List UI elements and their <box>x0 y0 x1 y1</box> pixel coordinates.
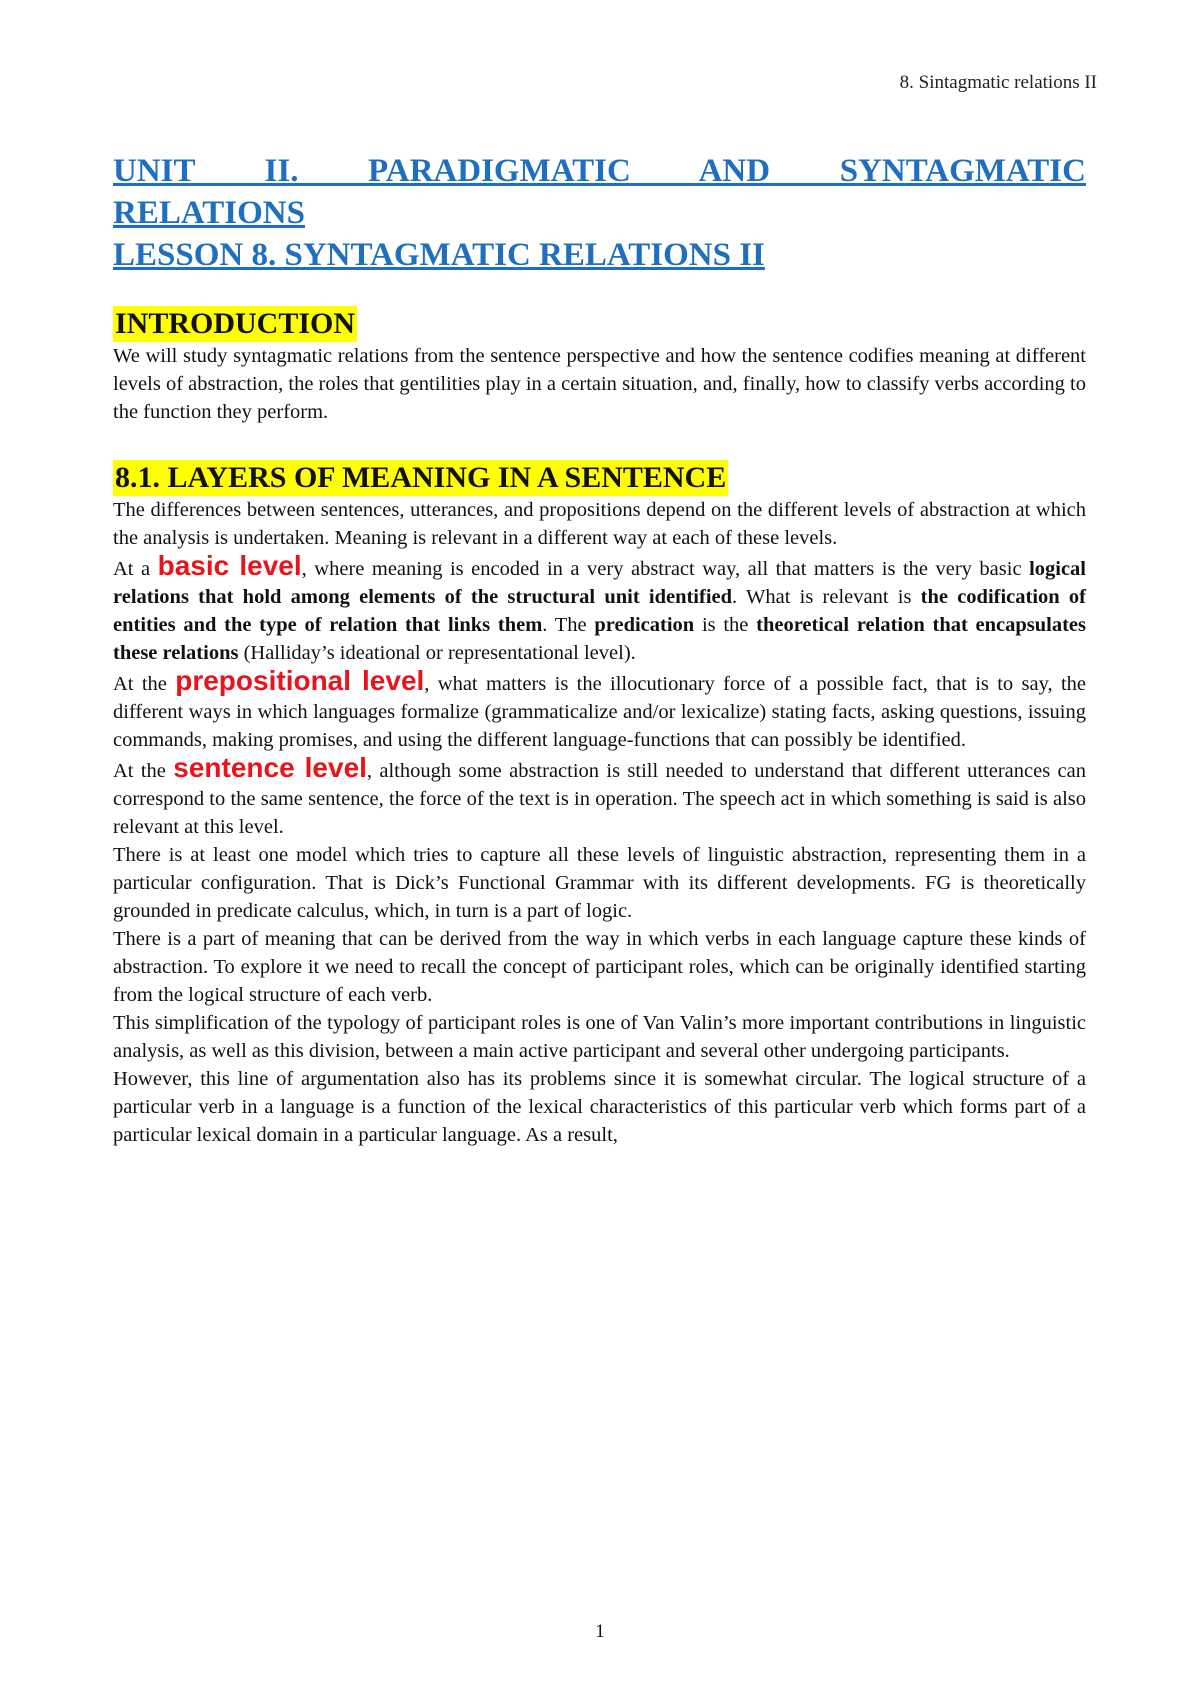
introduction-heading-wrap <box>113 306 1086 342</box>
text-run: At a <box>113 558 158 580</box>
text-run: At the <box>113 673 176 695</box>
introduction-heading: INTRODUCTION <box>115 307 356 340</box>
text-run: At the <box>113 760 174 782</box>
bold-predication: predication <box>594 614 695 636</box>
bold-logical-relations: logical relations that hold among elements of the structural unit identified <box>113 558 1086 608</box>
paragraph-sentence-level <box>113 754 1086 841</box>
running-header: 8. Sintagmatic relations II <box>899 72 1097 93</box>
paragraph-participant-roles: There is a part of meaning that can be derived from the way in which verbs in each language capture these kinds of abstraction. To explore it we need to recall the concept of participant roles, which can be originally identified starting from the logical structure of each verb. <box>113 928 1086 1006</box>
text-run: , although some abstraction is still needed to understand that different utterances can correspond to the same sentence, the force of the text is in operation. The speech act in which something is said is also relevant at this level. <box>113 760 1086 838</box>
text-run: (Halliday’s ideational or representational level). <box>238 642 636 664</box>
text-run: . The <box>542 614 595 636</box>
paragraph-basic-level <box>113 552 1086 667</box>
unit-title-line-1: UNIT II. PARADIGMATIC AND SYNTAGMATIC <box>113 153 1086 189</box>
term-basic-level: basic level <box>157 550 302 581</box>
term-prepositional-level: prepositional level <box>175 665 425 696</box>
text-run: , where meaning is encoded in a very abstract way, all that matters is the very basic <box>301 558 1030 580</box>
section-8-1-heading: 8.1. LAYERS OF MEANING IN A SENTENCE <box>115 461 727 494</box>
paragraph-circular-argument: However, this line of argumentation also has its problems since it is somewhat circular. The logical structure of a particular verb in a language is a function of the lexical characteristics of this particular verb which forms part of a particular lexical domain in a particular language. As a result, <box>113 1068 1086 1146</box>
section-heading-wrap <box>113 460 1086 496</box>
page-content <box>113 150 1086 1149</box>
text-run: . What is relevant is <box>732 586 921 608</box>
bold-codification: the codification of entities and the type of relation that links them <box>113 586 1086 636</box>
text-run: is the <box>694 614 757 636</box>
text-run: , what matters is the illocutionary force of a possible fact, that is to say, the different ways in which languages formalize (grammaticalize and/or lexicalize) stating facts, asking questions, issuing commands, making promises, and using the different language-functions that can possibly be identified. <box>113 673 1086 751</box>
paragraph-van-valin: This simplification of the typology of participant roles is one of Van Valin’s more important contributions in linguistic analysis, as well as this division, between a main active participant and several other undergoing participants. <box>113 1012 1086 1062</box>
unit-title <box>113 150 1086 276</box>
term-sentence-level: sentence level <box>173 752 367 783</box>
paragraph-prepositional-level <box>113 667 1086 754</box>
paragraph-levels-of-abstraction: The differences between sentences, utterances, and propositions depend on the different levels of abstraction at which the analysis is undertaken. Meaning is relevant in a different way at each of these levels. <box>113 499 1086 549</box>
bold-theoretical-relation: theoretical relation that encapsulates these relations <box>113 614 1086 664</box>
page-number: 1 <box>595 1621 605 1642</box>
unit-title-line-2: RELATIONS <box>113 195 305 231</box>
introduction-paragraph: We will study syntagmatic relations from the sentence perspective and how the sentence codifies meaning at different levels of abstraction, the roles that gentilities play in a certain situation, and, finally, how to classify verbs according to the function they perform. <box>113 345 1086 423</box>
lesson-title: LESSON 8. SYNTAGMATIC RELATIONS II <box>113 237 765 273</box>
paragraph-functional-grammar: There is at least one model which tries to capture all these levels of linguistic abstraction, representing them in a particular configuration. That is Dick’s Functional Grammar with its different developments. FG is theoretically grounded in predicate calculus, which, in turn is a part of logic. <box>113 844 1086 922</box>
